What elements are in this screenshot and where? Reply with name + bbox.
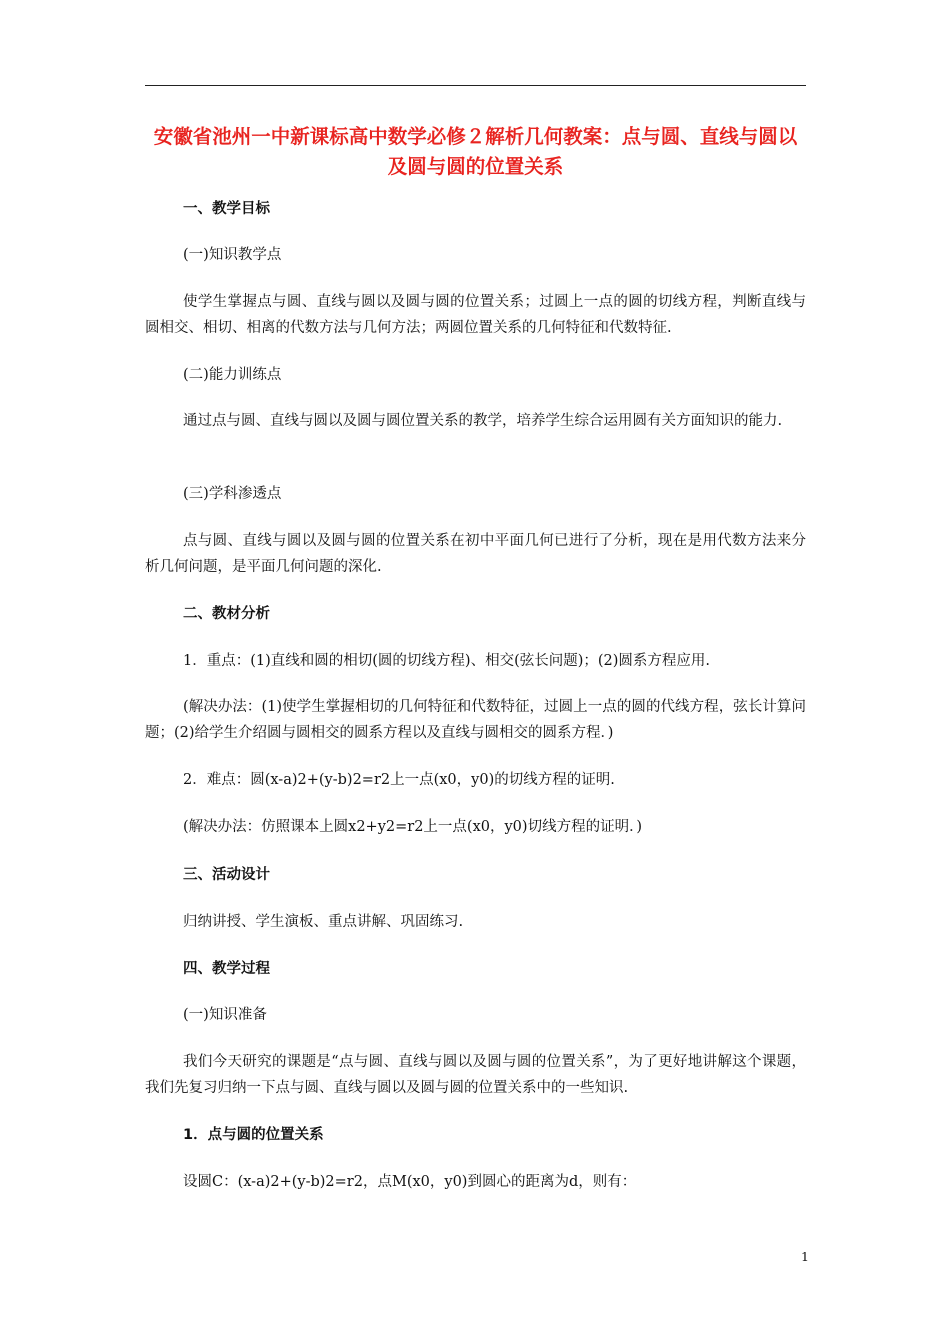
page-number: 1: [801, 1249, 809, 1264]
paragraph-key-solution: (解决办法：(1)使学生掌握相切的几何特征和代数特征，过圆上一点的圆的代线方程，弦长计算问题；(2)给学生介绍圆与圆相交的圆系方程以及直线与圆相交的圆系方程．): [145, 699, 806, 741]
paragraph-intro: 我们今天研究的课题是“点与圆、直线与圆以及圆与圆的位置关系”，为了更好地讲解这个课题，我们先复习归纳一下点与圆、直线与圆以及圆与圆的位置关系中的一些知识.: [145, 1054, 806, 1096]
paragraph-ability: 通过点与圆、直线与圆以及圆与圆位置关系的教学，培养学生综合运用圆有关方面知识的能力.: [183, 413, 783, 429]
subheading-knowledge-prep: (一)知识准备: [183, 1007, 267, 1023]
paragraph-key-points: 1．重点：(1)直线和圆的相切(圆的切线方程)、相交(弦长问题)；(2)圆系方程应用.: [183, 653, 711, 669]
subheading-ability-points: (二)能力训练点: [183, 367, 282, 383]
heading-teaching-goals: 一、教学目标: [183, 201, 270, 217]
heading-teaching-process: 四、教学过程: [183, 961, 270, 977]
document-title: 安徽省池州一中新课标高中数学必修２解析几何教案：点与圆、直线与圆以及圆与圆的位置关系: [153, 125, 798, 178]
paragraph-activity: 归纳讲授、学生演板、重点讲解、巩固练习.: [183, 914, 464, 930]
paragraph-difficulty: 2．难点：圆(x-a)2+(y-b)2=r2上一点(x0，y0)的切线方程的证明.: [183, 772, 615, 788]
heading-material-analysis: 二、教材分析: [183, 606, 270, 622]
heading-point-circle: 1．点与圆的位置关系: [183, 1127, 324, 1143]
header-rule: [145, 85, 806, 86]
paragraph-circle-def: 设圆C：(x-a)2+(y-b)2=r2，点M(x0，y0)到圆心的距离为d，则有：: [183, 1174, 637, 1190]
paragraph-subject: 点与圆、直线与圆以及圆与圆的位置关系在初中平面几何已进行了分析，现在是用代数方法来分析几何问题，是平面几何问题的深化.: [145, 533, 806, 575]
heading-activity-design: 三、活动设计: [183, 867, 270, 883]
paragraph-difficulty-solution: (解决办法：仿照课本上圆x2+y2=r2上一点(x0，y0)切线方程的证明．): [183, 819, 642, 835]
paragraph-knowledge: 使学生掌握点与圆、直线与圆以及圆与圆的位置关系；过圆上一点的圆的切线方程，判断直线与圆相交、相切、相离的代数方法与几何方法；两圆位置关系的几何特征和代数特征.: [145, 294, 806, 336]
subheading-knowledge-points: (一)知识教学点: [183, 247, 282, 263]
subheading-subject-points: (三)学科渗透点: [183, 486, 282, 502]
